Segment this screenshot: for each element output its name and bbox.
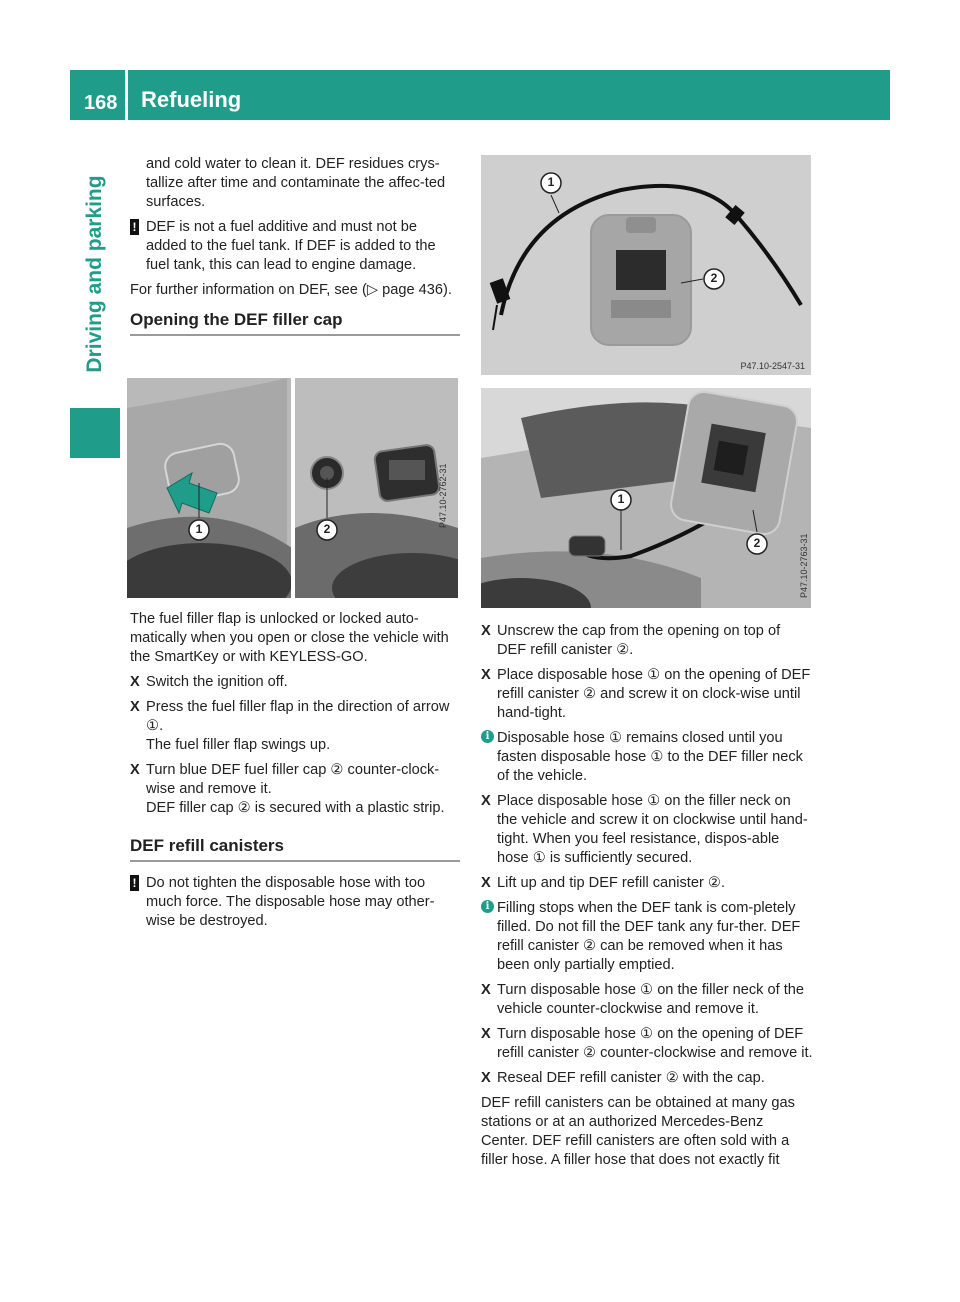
step-arrow-icon: X (481, 667, 491, 683)
step-item (130, 698, 460, 755)
step-arrow-icon: X (130, 699, 140, 715)
warning-text: DEF is not a fuel additive and must not be added to the fuel tank. If DEF is added to the fuel tank, this can lead to engine damage. (146, 219, 436, 273)
step-item (481, 981, 813, 1019)
info-text: Filling stops when the DEF tank is com-pletely filled. Do not fill the DEF tank any fur-ther. DEF refill canister ② can be removed when it has been only partially emptied. (497, 900, 801, 973)
step-text: Place disposable hose ① on the opening of DEF refill canister ② and screw it on clock-wise until hand-tight. (497, 667, 811, 721)
step-arrow-icon: X (481, 623, 491, 639)
step-arrow-icon: X (481, 793, 491, 809)
step-arrow-icon: X (481, 982, 491, 998)
step-text: Switch the ignition off. (146, 674, 288, 690)
step-text: Turn disposable hose ① on the filler neck of the vehicle counter-clockwise and remove it. (497, 982, 805, 1017)
callout-1: 1 (617, 492, 625, 506)
figure-refill-canister (481, 155, 811, 375)
warning-icon: ! (130, 219, 139, 235)
step-item (130, 761, 460, 818)
info-icon: i (481, 730, 494, 743)
warning-note (130, 874, 460, 931)
figure-filling-vehicle (481, 388, 811, 608)
paragraph: DEF refill canisters can be obtained at many gas stations or at an authorized Mercedes-Benz Center. DEF refill canisters are often sold with a filler hose. A filler hose that does not exactly fit (481, 1095, 795, 1168)
paragraph: For further information on DEF, see (▷ page 436). (130, 282, 452, 298)
step-item (130, 673, 460, 692)
step-text: Turn blue DEF fuel filler cap ② counter-clock-wise and remove it. (146, 762, 440, 797)
page-number: 168 (84, 92, 118, 114)
step-text: Reseal DEF refill canister ② with the cap. (497, 1070, 765, 1086)
info-text: Disposable hose ① remains closed until you fasten disposable hose ① to the DEF filler neck of the vehicle. (497, 730, 803, 784)
left-column (130, 155, 460, 348)
right-column (481, 622, 813, 1176)
step-result: The fuel filler flap swings up. (146, 737, 331, 753)
figure-fuel-flap (127, 378, 458, 598)
warning-note (130, 218, 460, 275)
info-note (481, 729, 813, 786)
step-text: Turn disposable hose ① on the opening of DEF refill canister ② counter-clockwise and remove it. (497, 1026, 813, 1061)
side-tab-label (70, 124, 120, 424)
page-title: Refueling (141, 87, 242, 112)
step-arrow-icon: X (481, 875, 491, 891)
step-arrow-icon: X (130, 674, 140, 690)
step-result: DEF filler cap ② is secured with a plastic strip. (146, 800, 445, 816)
step-item (481, 1069, 813, 1088)
section-heading: DEF refill canisters (130, 836, 460, 862)
paragraph: The fuel filler flap is unlocked or locked auto-matically when you open or close the vehicle with the SmartKey or with KEYLESS-GO. (130, 611, 449, 665)
header-divider (125, 70, 128, 120)
figure-code: P47.10-2762-31 (438, 463, 448, 528)
side-tab-marker (70, 408, 120, 458)
step-text: Unscrew the cap from the opening on top of DEF refill canister ②. (497, 623, 781, 658)
callout-2: 2 (753, 536, 761, 550)
warning-icon: ! (130, 875, 139, 891)
step-text: Lift up and tip DEF refill canister ②. (497, 875, 726, 891)
side-tab (70, 124, 120, 1302)
callout-1: 1 (195, 522, 203, 536)
side-tab-text: Driving and parking (83, 175, 106, 373)
callout-2: 2 (323, 522, 331, 536)
figure-code: P47.10-2547-31 (740, 361, 805, 371)
header-bar (70, 70, 890, 120)
step-item (481, 874, 813, 893)
figure-code: P47.10-2763-31 (799, 533, 809, 598)
info-note (481, 899, 813, 975)
step-arrow-icon: X (130, 762, 140, 778)
step-item (481, 792, 813, 868)
step-arrow-icon: X (481, 1070, 491, 1086)
step-item (481, 1025, 813, 1063)
step-text: Press the fuel filler flap in the direction of arrow ①. (146, 699, 450, 734)
info-icon: i (481, 900, 494, 913)
step-arrow-icon: X (481, 1026, 491, 1042)
callout-2: 2 (710, 271, 718, 285)
callout-1: 1 (547, 175, 555, 189)
warning-text: Do not tighten the disposable hose with too much force. The disposable hose may other-wise be destroyed. (146, 875, 435, 929)
paragraph: and cold water to clean it. DEF residues crys-tallize after time and contaminate the affec-ted surfaces. (146, 156, 446, 210)
section-heading: Opening the DEF filler cap (130, 310, 460, 336)
step-text: Place disposable hose ① on the filler neck on the vehicle and screw it on clockwise until hand-tight. When you feel resistance, dispos-able hose ① is sufficiently secured. (497, 793, 808, 866)
step-item (481, 622, 813, 660)
left-column-lower (130, 610, 460, 937)
step-item (481, 666, 813, 723)
